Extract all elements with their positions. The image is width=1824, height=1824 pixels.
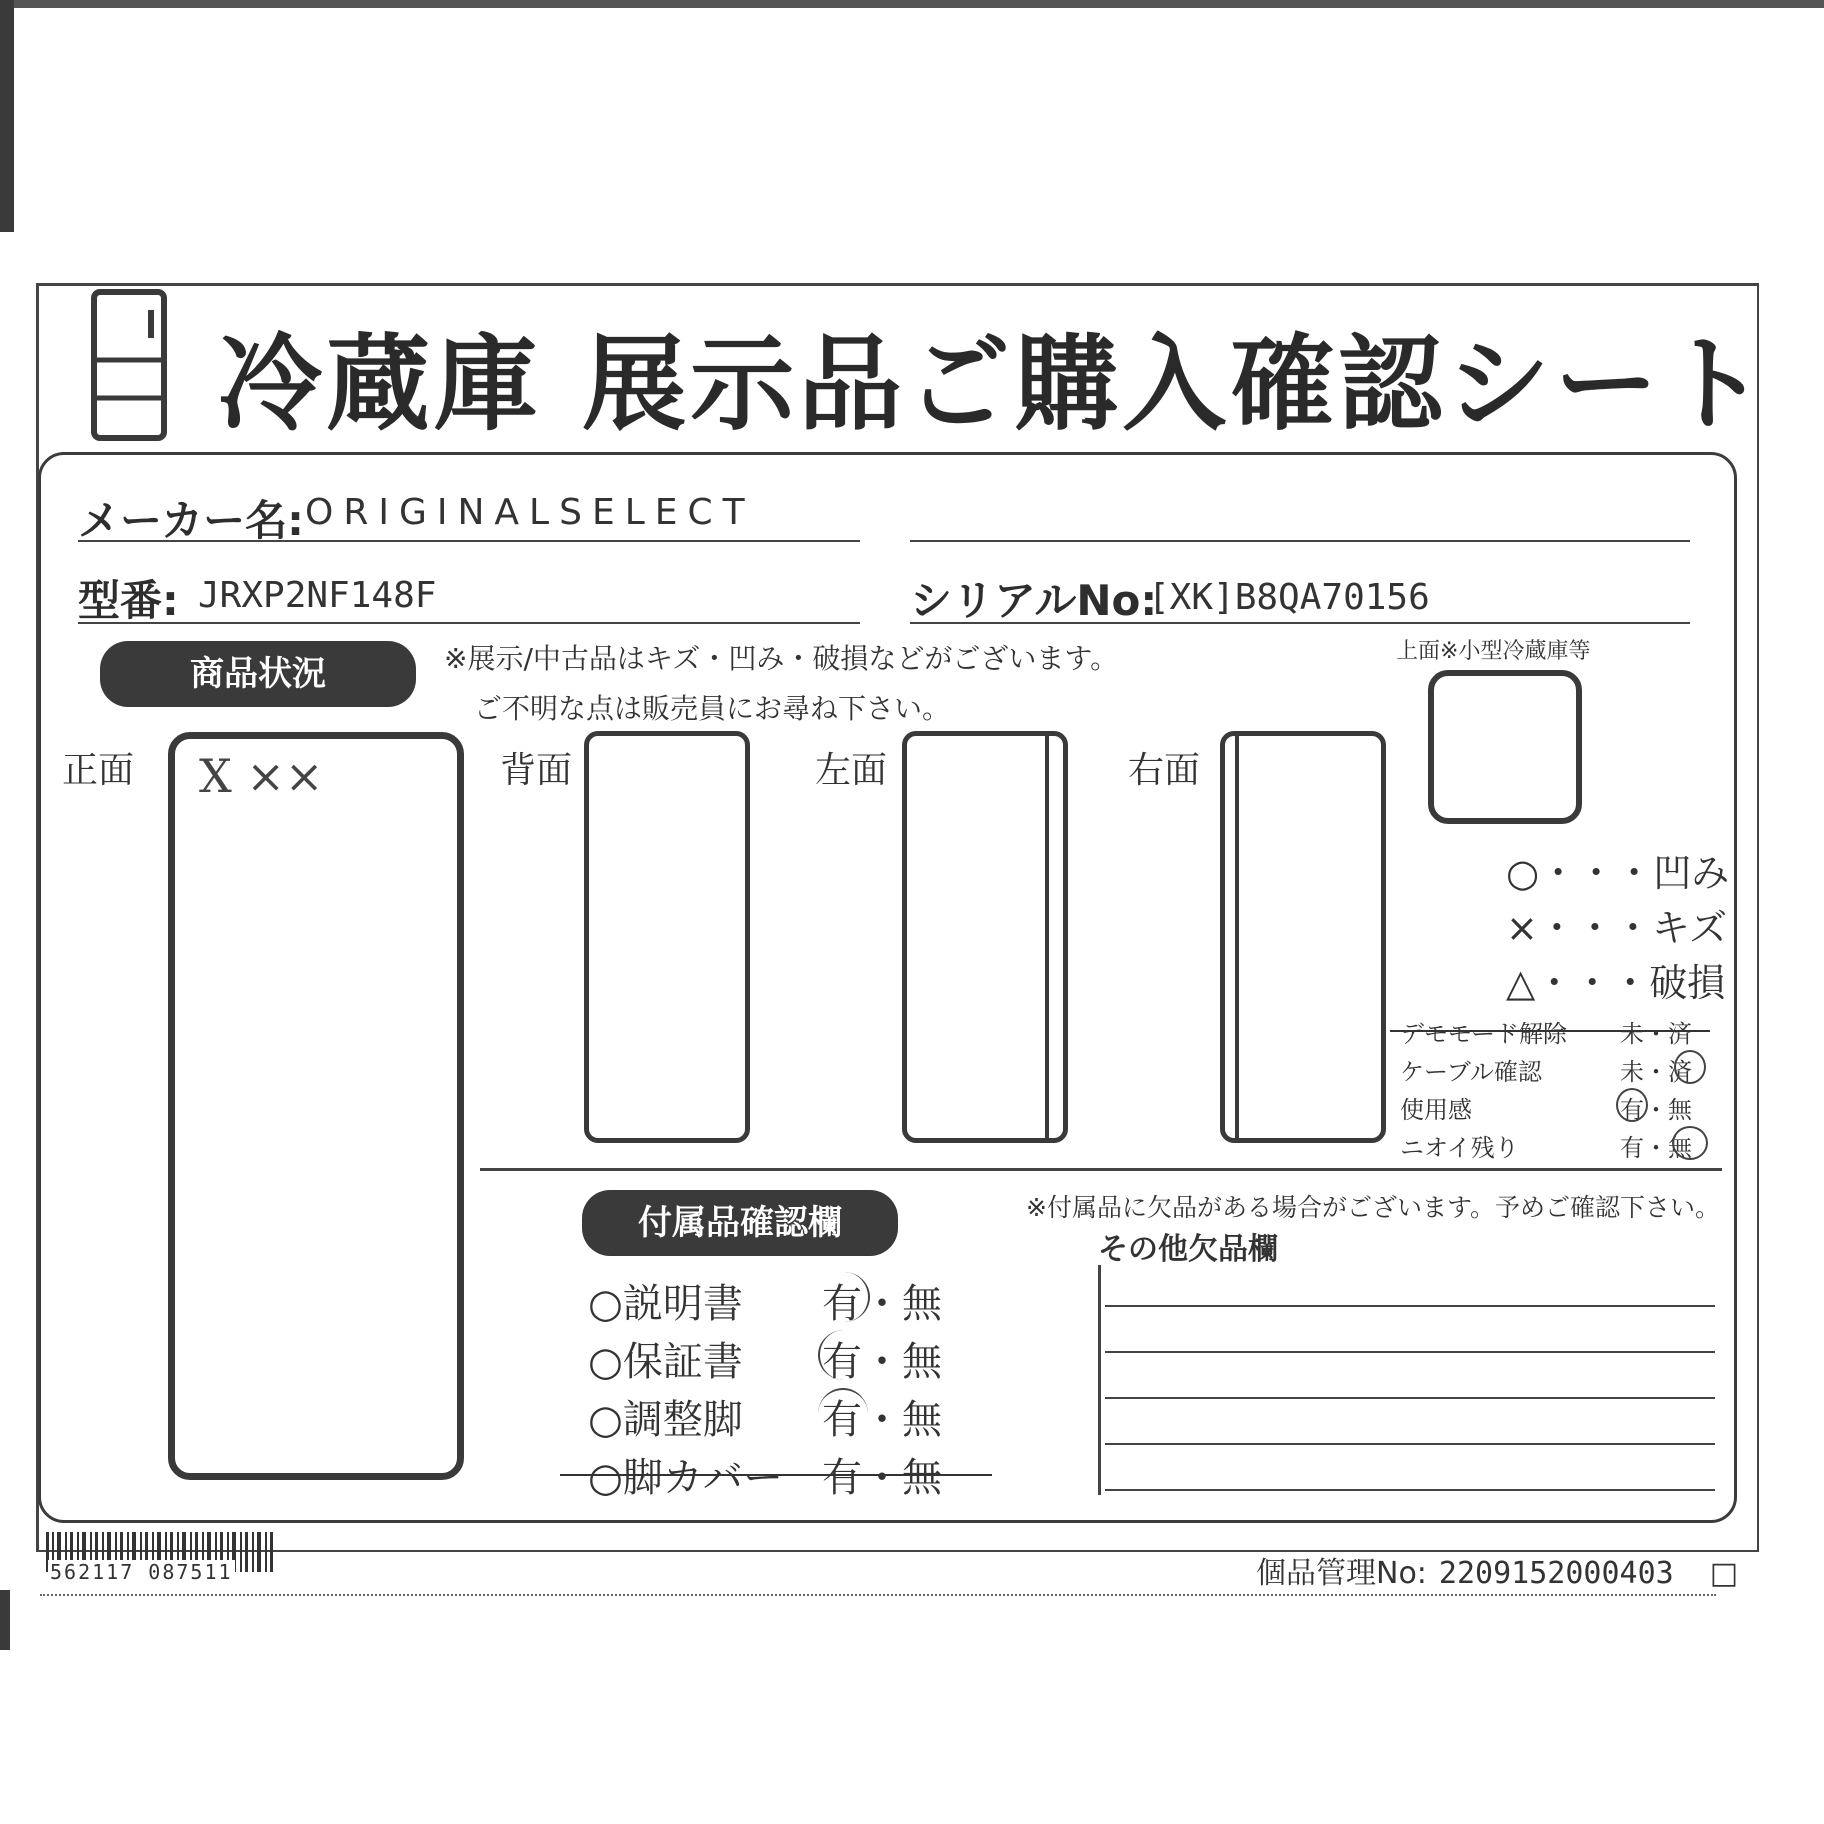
scan-edge-left-lower: [0, 1590, 10, 1650]
right-face-side-edge: [1235, 736, 1239, 1138]
left-face-label: 左面: [815, 750, 888, 791]
top-face-note: ※小型冷蔵庫等: [1440, 639, 1591, 664]
legend-dent: [1506, 842, 1729, 897]
barcode-number: 562117 087511: [50, 1560, 233, 1584]
top-face-box[interactable]: [1428, 670, 1582, 824]
condition-heading: 商品状況: [100, 641, 416, 707]
cable-circled-mark: [1674, 1050, 1706, 1084]
serial-label: シリアルNo:: [910, 576, 1158, 625]
accessory-feet-cover-options[interactable]: 有・無: [822, 1455, 942, 1501]
refrigerator-icon: [90, 288, 168, 443]
section-divider: [480, 1168, 1722, 1171]
accessory-warranty-name: ○保証書: [588, 1339, 743, 1385]
manual-circled-mark: [818, 1272, 870, 1322]
other-line-4: [1105, 1443, 1715, 1445]
accessory-manual-name: ○説明書: [588, 1281, 743, 1327]
right-face-box[interactable]: [1220, 731, 1386, 1143]
demo-mode-strikethrough: [1390, 1030, 1710, 1032]
front-face-label: 正面: [62, 750, 135, 791]
other-missing-heading: その他欠品欄: [1098, 1232, 1278, 1267]
item-control-checkbox[interactable]: □: [1709, 1556, 1739, 1591]
accessory-manual-options[interactable]: 有・無: [822, 1281, 942, 1327]
accessories-heading: 付属品確認欄: [582, 1190, 898, 1256]
serial-underline: [910, 622, 1690, 624]
check-usage-options[interactable]: 有・無: [1620, 1096, 1692, 1124]
triangle-symbol-icon: △: [1506, 961, 1536, 1005]
accessory-feet-name: ○調整脚: [588, 1397, 743, 1443]
check-cable-options[interactable]: 未・済: [1620, 1058, 1692, 1086]
back-face-label: 背面: [500, 750, 573, 791]
other-line-5: [1105, 1489, 1715, 1491]
usage-circled-mark: [1616, 1088, 1648, 1122]
scan-edge-top: [0, 0, 1824, 8]
left-face-side-edge: [1045, 736, 1049, 1138]
legend-meaning: 破損: [1649, 961, 1726, 1005]
check-demo-mode-label: デモモード解除: [1400, 1020, 1568, 1048]
cut-line: [40, 1594, 1716, 1596]
maker-underline: [78, 540, 860, 542]
serial-value: [XK]B8QA70156: [1148, 577, 1430, 618]
legend-dots: ・・・: [1537, 906, 1652, 950]
legend-damage: [1506, 952, 1725, 1007]
front-face-box[interactable]: [168, 732, 464, 1480]
model-underline: [78, 622, 860, 624]
item-control-value: 2209152000403: [1438, 1556, 1674, 1591]
back-face-box[interactable]: [584, 731, 750, 1143]
check-usage-label: 使用感: [1400, 1096, 1472, 1124]
check-cable-label: ケーブル確認: [1400, 1058, 1542, 1086]
model-value: JRXP2NF148F: [198, 575, 437, 616]
cross-symbol-icon: ×: [1506, 906, 1538, 950]
other-line-3: [1105, 1397, 1715, 1399]
feet-circled-mark: [818, 1388, 868, 1440]
check-odor-label: ニオイ残り: [1400, 1134, 1519, 1162]
accessory-warranty-options[interactable]: 有・無: [822, 1339, 942, 1385]
legend-dots: ・・・: [1539, 851, 1654, 895]
feet-cover-strikethrough: [560, 1474, 992, 1476]
warranty-circled-mark: [818, 1330, 870, 1380]
model-label: 型番:: [78, 576, 179, 625]
check-odor-options[interactable]: 有・無: [1620, 1134, 1692, 1162]
circle-symbol-icon: ○: [1506, 851, 1540, 895]
item-control: [1256, 1548, 1738, 1592]
check-demo-mode-options[interactable]: 未・済: [1620, 1020, 1692, 1048]
odor-circled-mark: [1672, 1126, 1708, 1160]
legend-dots: ・・・: [1535, 961, 1650, 1005]
accessory-feet-options[interactable]: 有・無: [822, 1397, 942, 1443]
other-missing-box[interactable]: [1098, 1265, 1721, 1495]
condition-note-line2: ご不明な点は販売員にお尋ね下さい。: [474, 692, 951, 725]
other-line-1: [1105, 1305, 1715, 1307]
maker-label: メーカー名:: [78, 496, 304, 545]
scan-edge-left: [0, 0, 14, 232]
item-control-label: 個品管理No:: [1256, 1556, 1427, 1591]
other-line-2: [1105, 1351, 1715, 1353]
right-face-label: 右面: [1128, 750, 1201, 791]
maker-value: ORIGINALSELECT: [305, 492, 755, 533]
accessory-feet-cover-name: ○脚カバー: [588, 1455, 783, 1501]
page-title: 冷蔵庫 展示品ご購入確認シート: [218, 323, 1771, 445]
front-damage-marks: X ××: [199, 749, 324, 803]
legend-meaning: キズ: [1651, 906, 1728, 950]
condition-note-line1: ※展示/中古品はキズ・凹み・破損などがございます。: [444, 642, 1119, 675]
blank-underline: [910, 540, 1690, 542]
accessories-note: ※付属品に欠品がある場合がございます。予めご確認下さい。: [1026, 1193, 1720, 1222]
left-face-box[interactable]: [902, 731, 1068, 1143]
legend-scratch: [1506, 897, 1727, 952]
top-face-label: [1396, 634, 1590, 665]
top-face-label-text: 上面: [1396, 639, 1441, 664]
legend-meaning: 凹み: [1653, 851, 1730, 895]
